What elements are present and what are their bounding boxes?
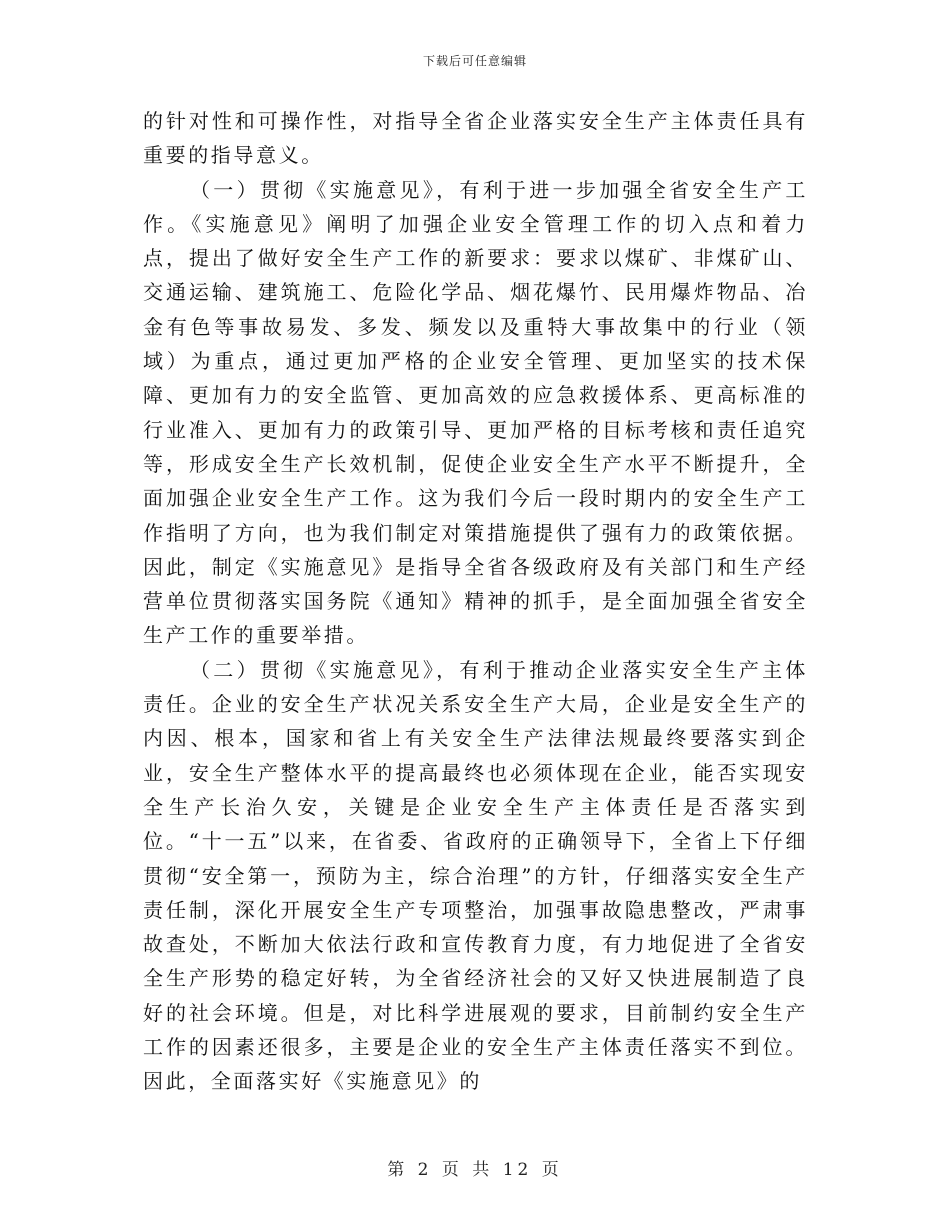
paragraph-continuation: 的针对性和可操作性，对指导全省企业落实安全生产主体责任具有重要的指导意义。 xyxy=(143,109,808,168)
document-body xyxy=(143,104,808,1099)
page-header-note: 下载后可任意编辑 xyxy=(422,54,527,68)
paragraph-section-two: （二）贯彻《实施意见》，有利于推动企业落实安全生产主体责任。企业的安全生产状况关系安全生产大局，企业是安全生产的内因、根本，国家和省上有关安全生产法律法规最终要落实到企业，安全生产整体水平的提高最终也必须体现在企业，能否实现安全生产长治久安，关键是企业安全生产主体责任是否落实到位。“十一五”以来，在省委、省政府的正确领导下，全省上下仔细贯彻“安全第一，预防为主，综合治理”的方针，仔细落实安全生产责任制，深化开展安全生产专项整治，加强事故隐患整改，严肃事故查处，不断加大依法行政和宣传教育力度，有力地促进了全省安全生产形势的稳定好转，为全省经济社会的又好又快进展制造了良好的社会环境。但是，对比科学进展观的要求，目前制约安全生产工作的因素还很多，主要是企业的安全生产主体责任落实不到位。因此，全面落实好《实施意见》的 xyxy=(143,657,808,1094)
paragraph-section-one: （一）贯彻《实施意见》，有利于进一步加强全省安全生产工作。《实施意见》阐明了加强企业安全管理工作的切入点和着力点，提出了做好安全生产工作的新要求：要求以煤矿、非煤矿山、交通运输、建筑施工、危险化学品、烟花爆竹、民用爆炸物品、冶金有色等事故易发、多发、频发以及重特大事故集中的行业（领域）为重点，通过更加严格的企业安全管理、更加坚实的技术保障、更加有力的安全监管、更加高效的应急救援体系、更高标准的行业准入、更加有力的政策引导、更加严格的目标考核和责任追究等，形成安全生产长效机制，促使企业安全生产水平不断提升，全面加强企业安全生产工作。这为我们今后一段时期内的安全生产工作指明了方向，也为我们制定对策措施提供了强有力的政策依据。因此，制定《实施意见》是指导全省各级政府及有关部门和生产经营单位贯彻落实国务院《通知》精神的抓手，是全面加强全省安全生产工作的重要举措。 xyxy=(143,177,808,648)
page-number-footer: 第 2 页 共 12 页 xyxy=(387,1160,563,1180)
